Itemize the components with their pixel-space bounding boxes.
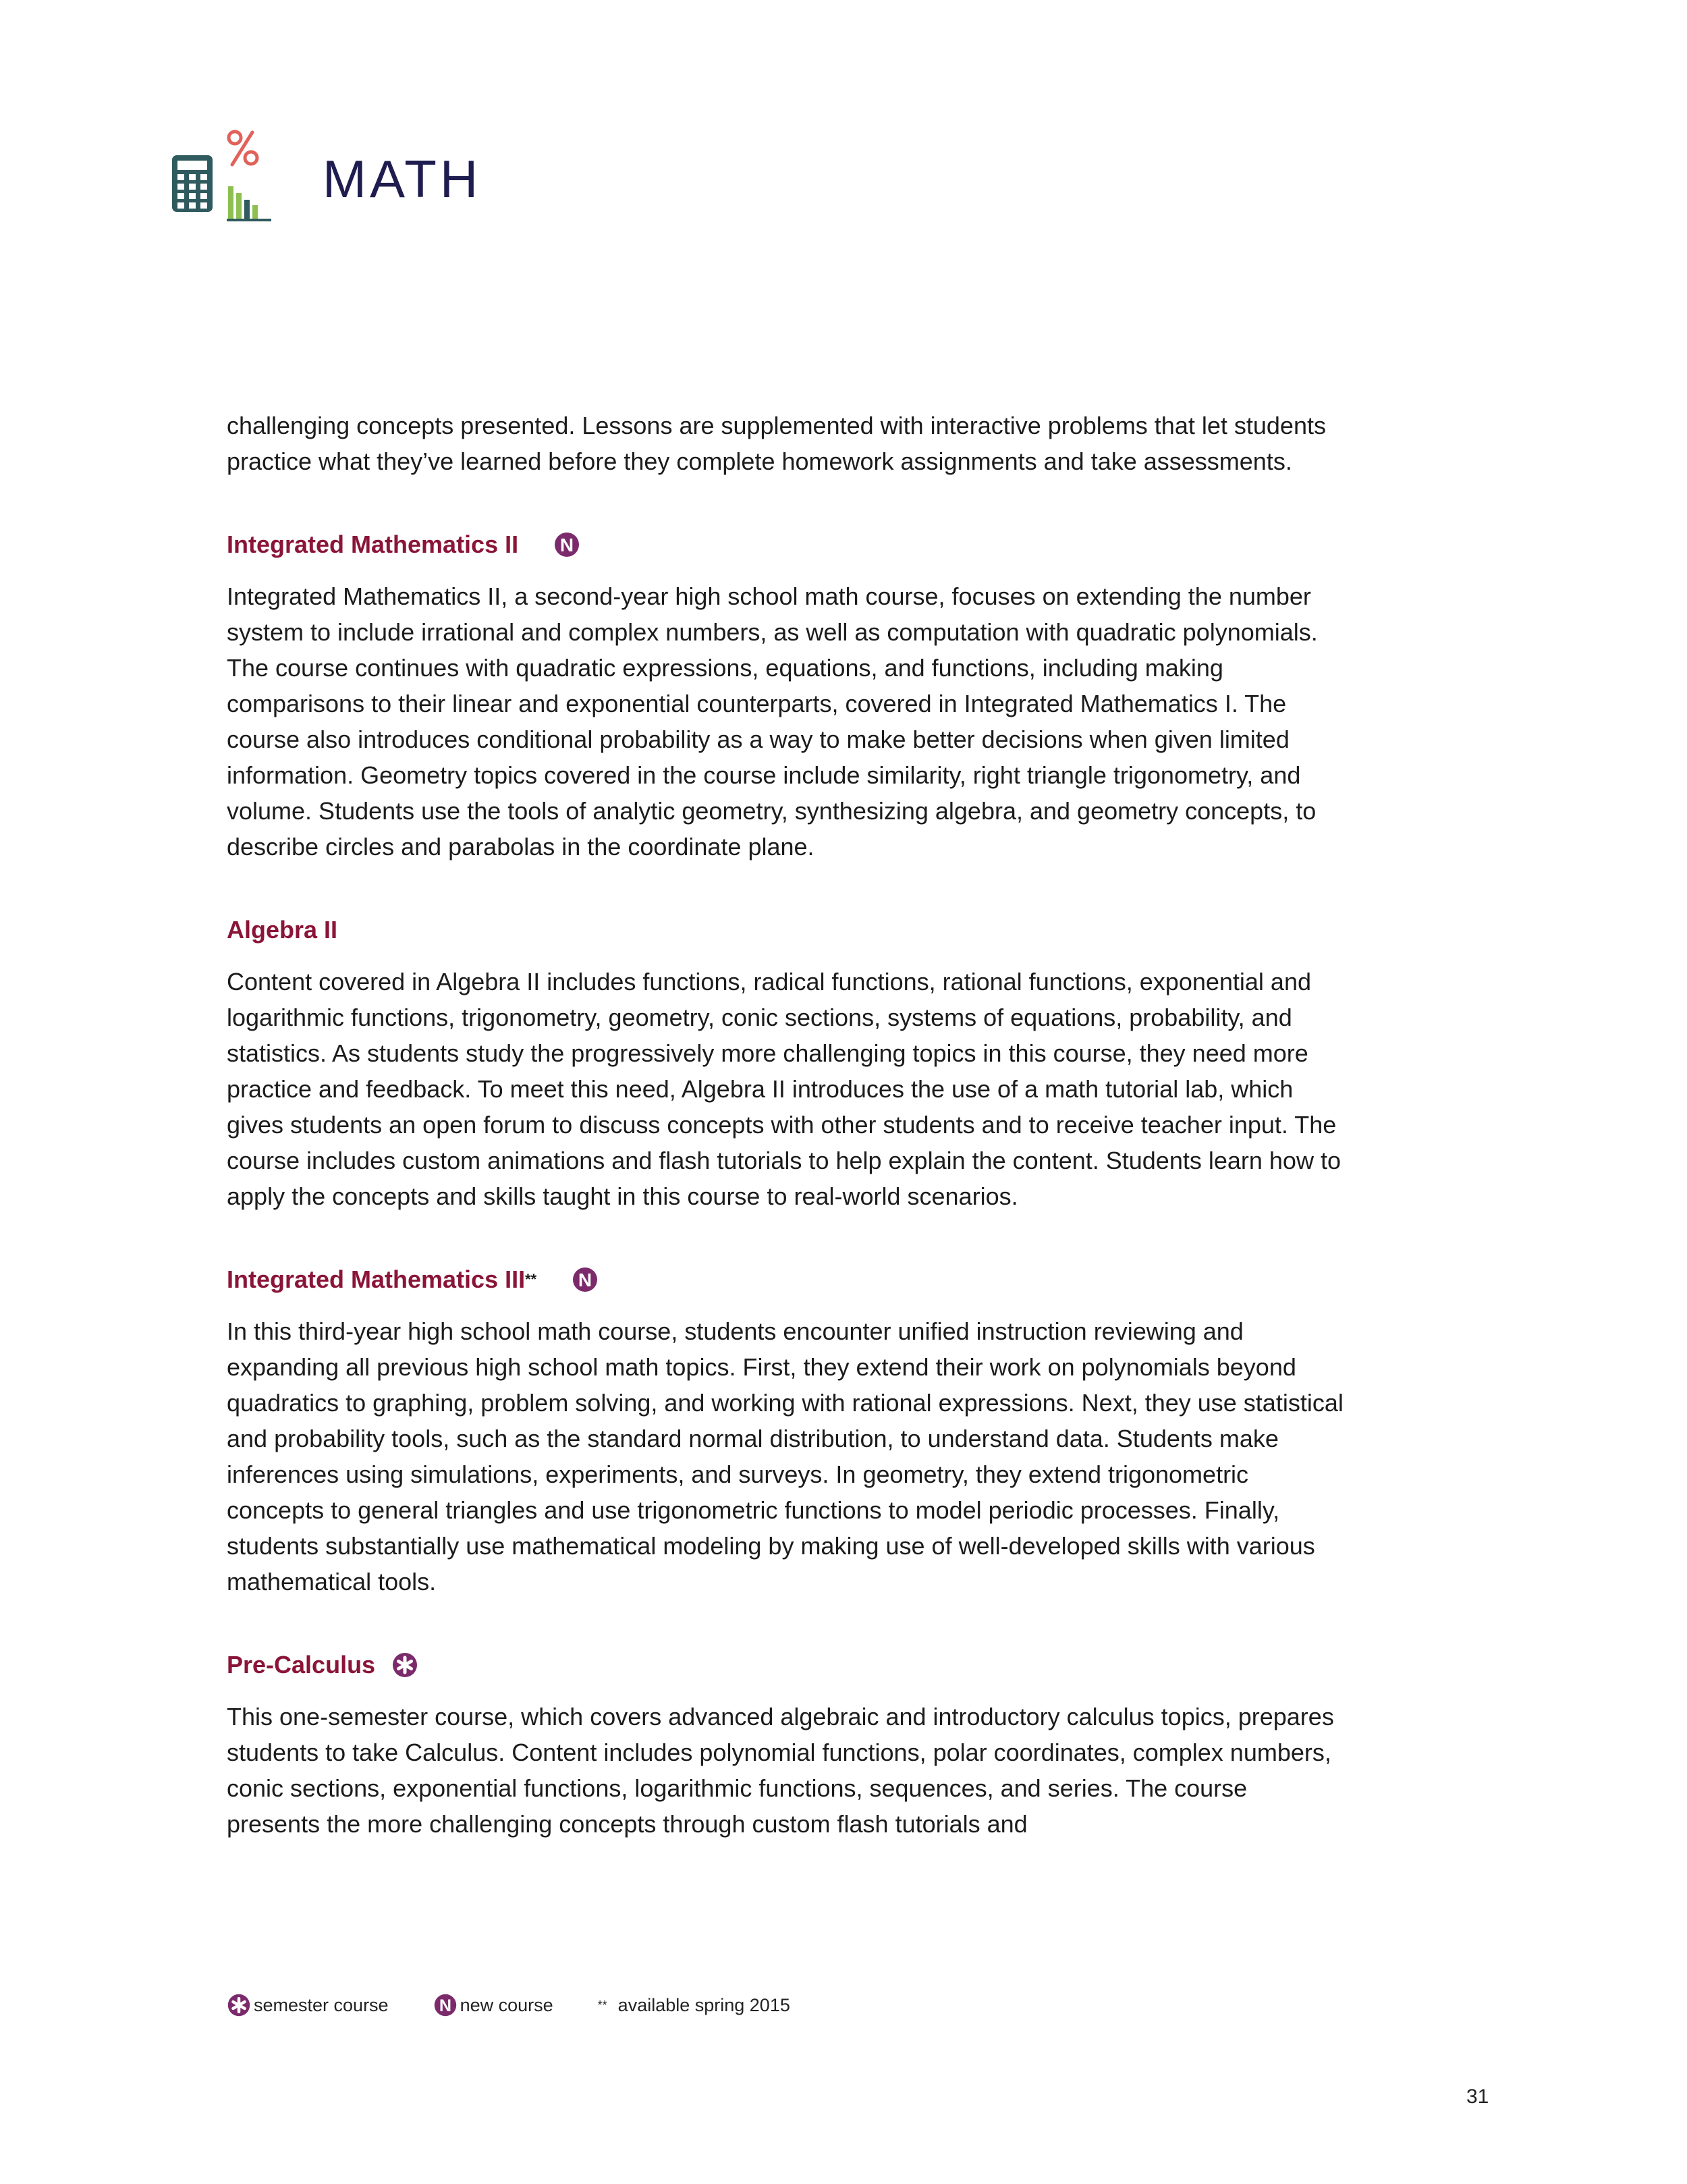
course-title: Pre-Calculus [227,1650,376,1678]
course-title: Integrated Mathematics II [227,530,519,558]
page-number: 31 [1466,2085,1489,2108]
course-list [227,408,1347,1842]
legend [227,1993,835,2017]
semester-course-icon [391,1651,418,1678]
course-description: Content covered in Algebra II includes functions, radical functions, rational functions, exponential and logarithmic functions, trigonometry, geometry, conic sections, systems of equations, probability, and statistics. As students study the progressively more challenging topics in this course, they need more practice and feedback. To meet this need, Algebra II introduces the use of a math tutorial lab, which gives students an open forum to discuss concepts with other students and to receive teacher input. The course includes custom animations and flash tutorials to help explain the content. Students learn how to apply the concepts and skills taught in this course to real-world scenarios. [227,968,1341,1210]
course-integrated-math-2 [227,526,1347,865]
legend-new [433,1993,553,2017]
course-pre-calculus [227,1647,1347,1842]
semester-course-icon [227,1993,251,2017]
course-description: Integrated Mathematics II, a second-year high school math course, focuses on extending the number system to include irrational and complex numbers, as well as computation with quadratic polynomials. The course continues with quadratic expressions, equations, and functions, including making comparisons to their linear and exponential counterparts, covered in Integrated Mathematics I. The course also introduces conditional probability as a way to make better decisions when given limited information. Geometry topics covered in the course include similarity, right triangle trigonometry, and volume. Students use the tools of analytic geometry, synthesizing algebra, and geometry concepts, to describe circles and parabolas in the coordinate plane. [227,582,1318,861]
course-title-row [227,912,1347,948]
bar-chart-icon [227,186,271,221]
legend-label: available spring 2015 [617,1994,790,2015]
course-title-row [227,1647,1347,1683]
course-description: This one-semester course, which covers advanced algebraic and introductory calculus topics, prepares students to take Calculus. Content includes polynomial functions, polar coordinates, complex numbers, conic sections, exponential functions, logarithmic functions, sequences, and series. The course presents the more challenging concepts through custom flash tutorials and [227,1703,1334,1838]
legend-mark: ** [597,1998,607,2012]
intro-paragraph: challenging concepts presented. Lessons are supplemented with interactive problems that let students practice what they’ve learned before they complete homework assignments and take assessments. [227,412,1326,475]
course-title-row [227,526,1347,562]
availability-mark: ** [525,1270,537,1288]
legend-label: semester course [254,1994,389,2015]
svg-text:N: N [578,1269,592,1290]
percent-icon [229,132,257,165]
new-course-icon [553,531,580,558]
course-title: Algebra II [227,915,338,944]
legend-label: new course [460,1994,553,2015]
page-header [169,128,574,236]
course-algebra-2 [227,912,1347,1214]
svg-text:N: N [559,534,574,555]
legend-spring [598,1995,790,2016]
svg-text:N: N [439,1996,451,2015]
page-title: MATH [323,149,482,209]
math-logo [169,128,304,236]
course-title-row [227,1261,1347,1297]
course-integrated-math-3 [227,1261,1347,1600]
calculator-icon [172,155,213,212]
new-course-icon [572,1266,599,1293]
new-course-icon [433,1993,458,2017]
course-title: Integrated Mathematics III [227,1265,526,1293]
legend-semester [227,1993,389,2017]
course-description: In this third-year high school math course, students encounter unified instruction reviewing and expanding all previous high school math topics. First, they extend their work on polynomials beyond quadratics to graphing, problem solving, and working with rational expressions. Next, they use statistical and probability tools, such as the standard normal distribution, to understand data. Students make inferences using simulations, experiments, and surveys. In geometry, they extend trigonometric concepts to general triangles and use trigonometric functions to model periodic processes. Finally, students substantially use mathematical modeling by making use of well-developed skills with various mathematical tools. [227,1317,1344,1595]
